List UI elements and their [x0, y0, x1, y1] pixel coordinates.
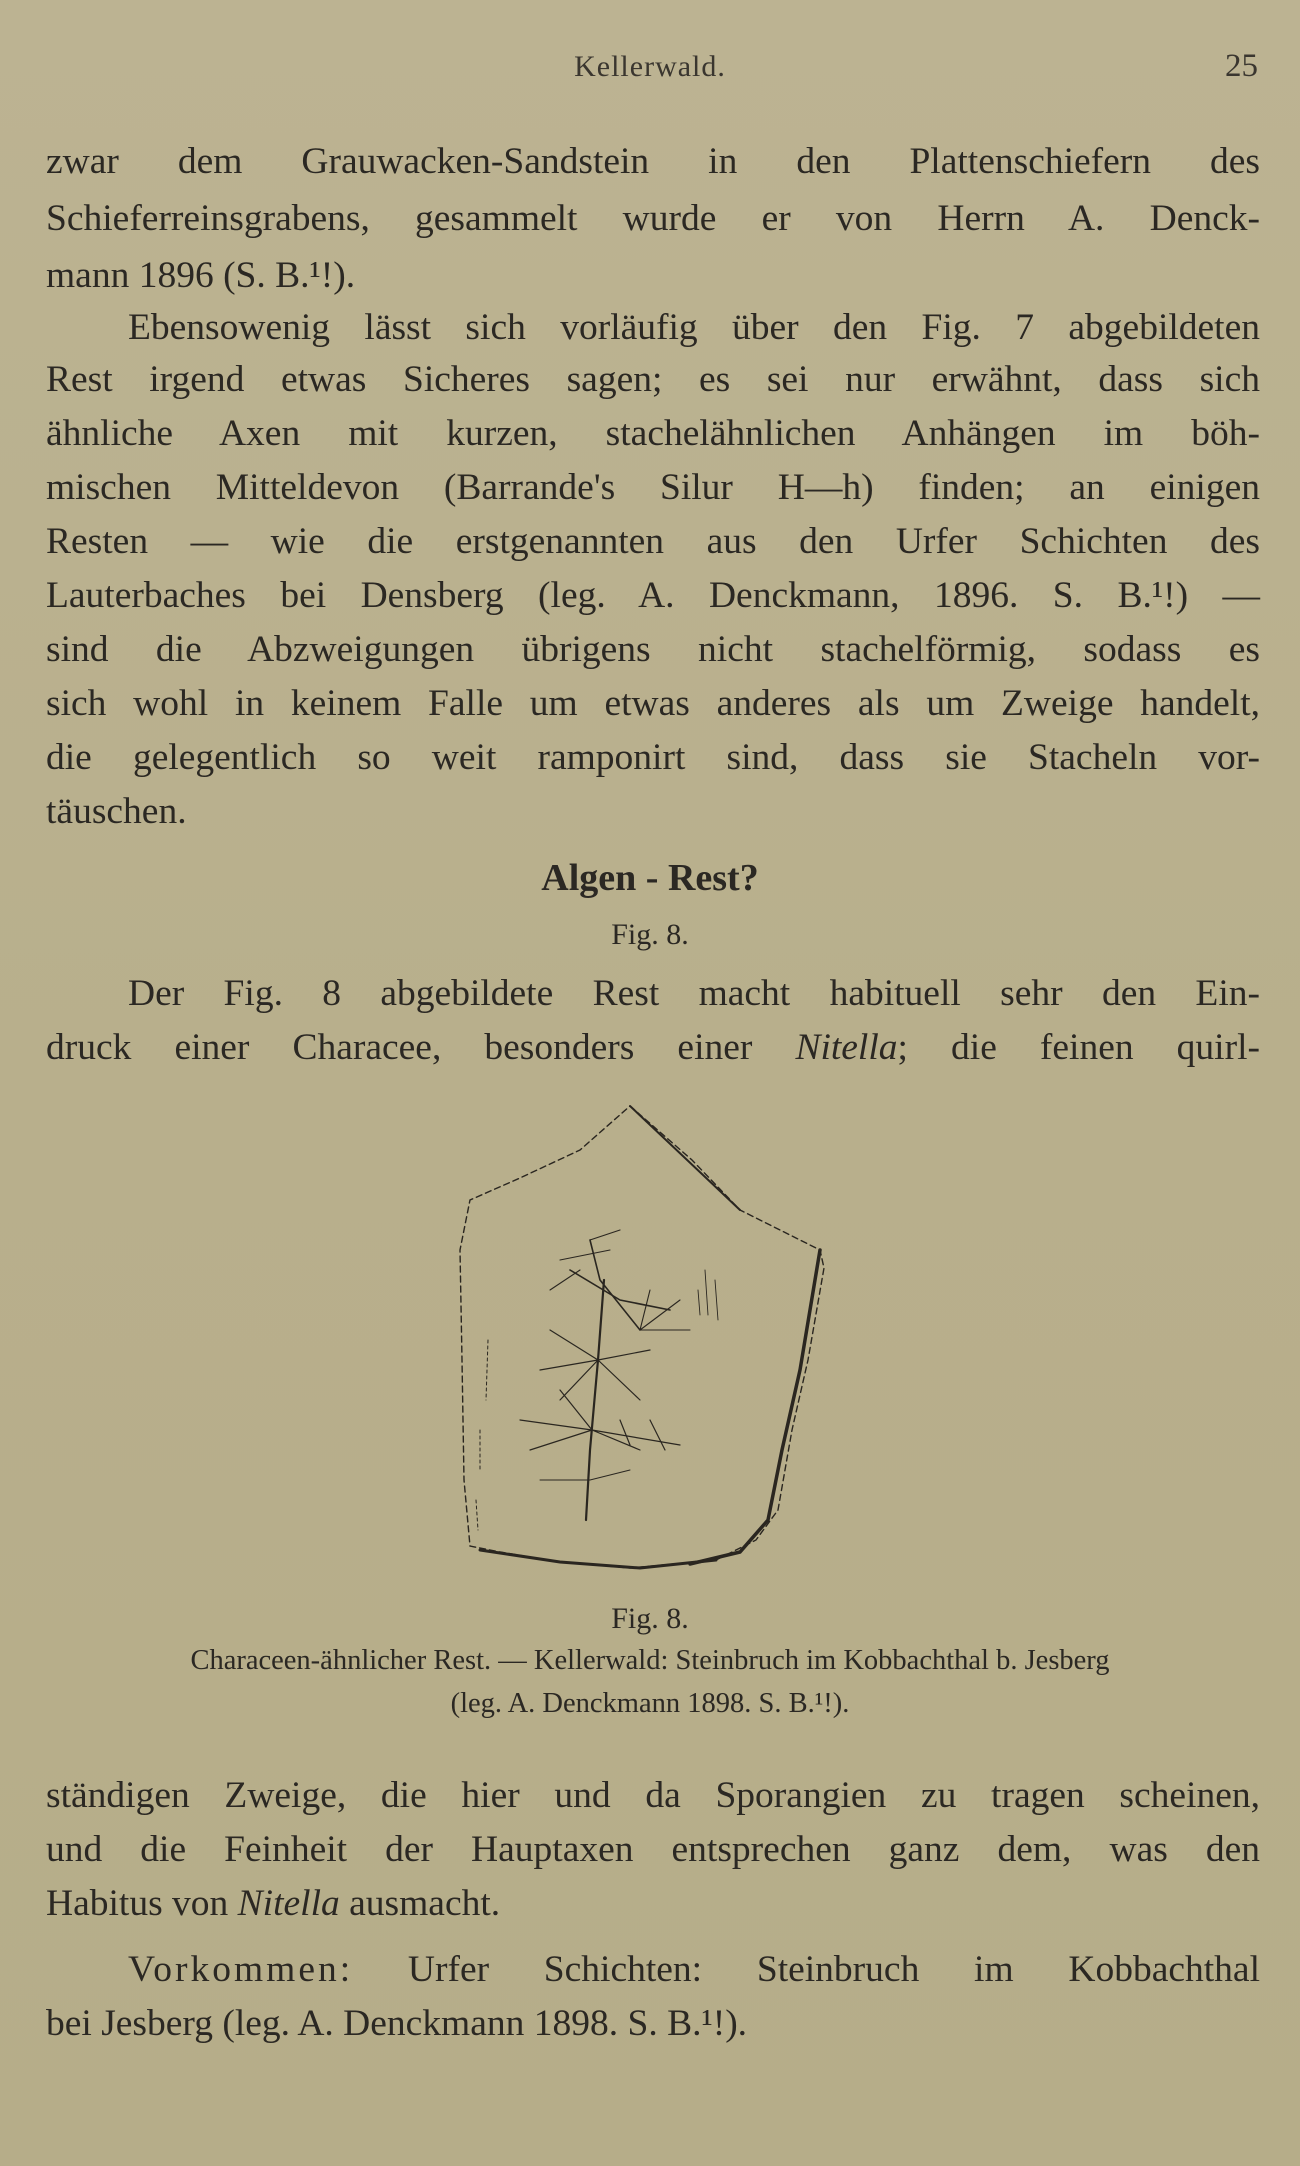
body-line: Lauterbaches bei Densberg (leg. A. Denckmann, 1896. S. B.¹!) —: [46, 575, 1260, 616]
body-line: Schieferreinsgrabens, gesammelt wurde er von Herrn A. Denck-: [46, 198, 1260, 239]
body-line: ständigen Zweige, die hier und da Sporangien zu tragen scheinen,: [46, 1775, 1260, 1816]
section-heading: Algen - Rest?: [541, 857, 759, 899]
figure-label: Fig. 8.: [611, 1602, 689, 1635]
body-line: mischen Mitteldevon (Barrande's Silur H—h) finden; an einigen: [46, 467, 1260, 508]
section-fig-ref: Fig. 8.: [611, 918, 689, 951]
body-line: druck einer Characee, besonders einer Nitella; die feinen quirl-: [46, 1027, 1260, 1068]
body-line: sich wohl in keinem Falle um etwas anderes als um Zweige handelt,: [46, 683, 1260, 724]
vorkommen-label: Vorkommen:: [128, 1949, 354, 1990]
body-line: Ebensowenig lässt sich vorläufig über den Fig. 7 abgebildeten: [128, 307, 1260, 348]
body-line: mann 1896 (S. B.¹!).: [46, 255, 356, 296]
figure-caption-line: (leg. A. Denckmann 1898. S. B.¹!).: [450, 1688, 850, 1719]
body-line: bei Jesberg (leg. A. Denckmann 1898. S. B.¹!).: [46, 2003, 748, 2044]
body-line: Der Fig. 8 abgebildete Rest macht habituell sehr den Ein-: [128, 973, 1260, 1014]
body-line: täuschen.: [46, 791, 187, 832]
fossil-figure-illustration: [440, 1100, 860, 1590]
body-line: Resten — wie die erstgenannten aus den Urfer Schichten des: [46, 521, 1260, 562]
body-line: Habitus von Nitella ausmacht.: [46, 1883, 501, 1924]
body-line: ähnliche Axen mit kurzen, stachelähnlichen Anhängen im böh-: [46, 413, 1260, 454]
body-line: Vorkommen: Urfer Schichten: Steinbruch im Kobbachthal: [128, 1949, 1260, 1990]
running-header-title: Kellerwald.: [574, 50, 726, 83]
body-line: Rest irgend etwas Sicheres sagen; es sei nur erwähnt, dass sich: [46, 359, 1260, 400]
body-line: zwar dem Grauwacken-Sandstein in den Plattenschiefern des: [46, 141, 1260, 182]
body-line: die gelegentlich so weit ramponirt sind, dass sie Stacheln vor-: [46, 737, 1260, 778]
figure-caption-line: Characeen-ähnlicher Rest. — Kellerwald: Steinbruch im Kobbachthal b. Jesberg: [190, 1645, 1110, 1676]
page-number: 25: [1225, 48, 1258, 84]
body-line: und die Feinheit der Hauptaxen entsprechen ganz dem, was den: [46, 1829, 1260, 1870]
body-line: sind die Abzweigungen übrigens nicht stachelförmig, sodass es: [46, 629, 1260, 670]
